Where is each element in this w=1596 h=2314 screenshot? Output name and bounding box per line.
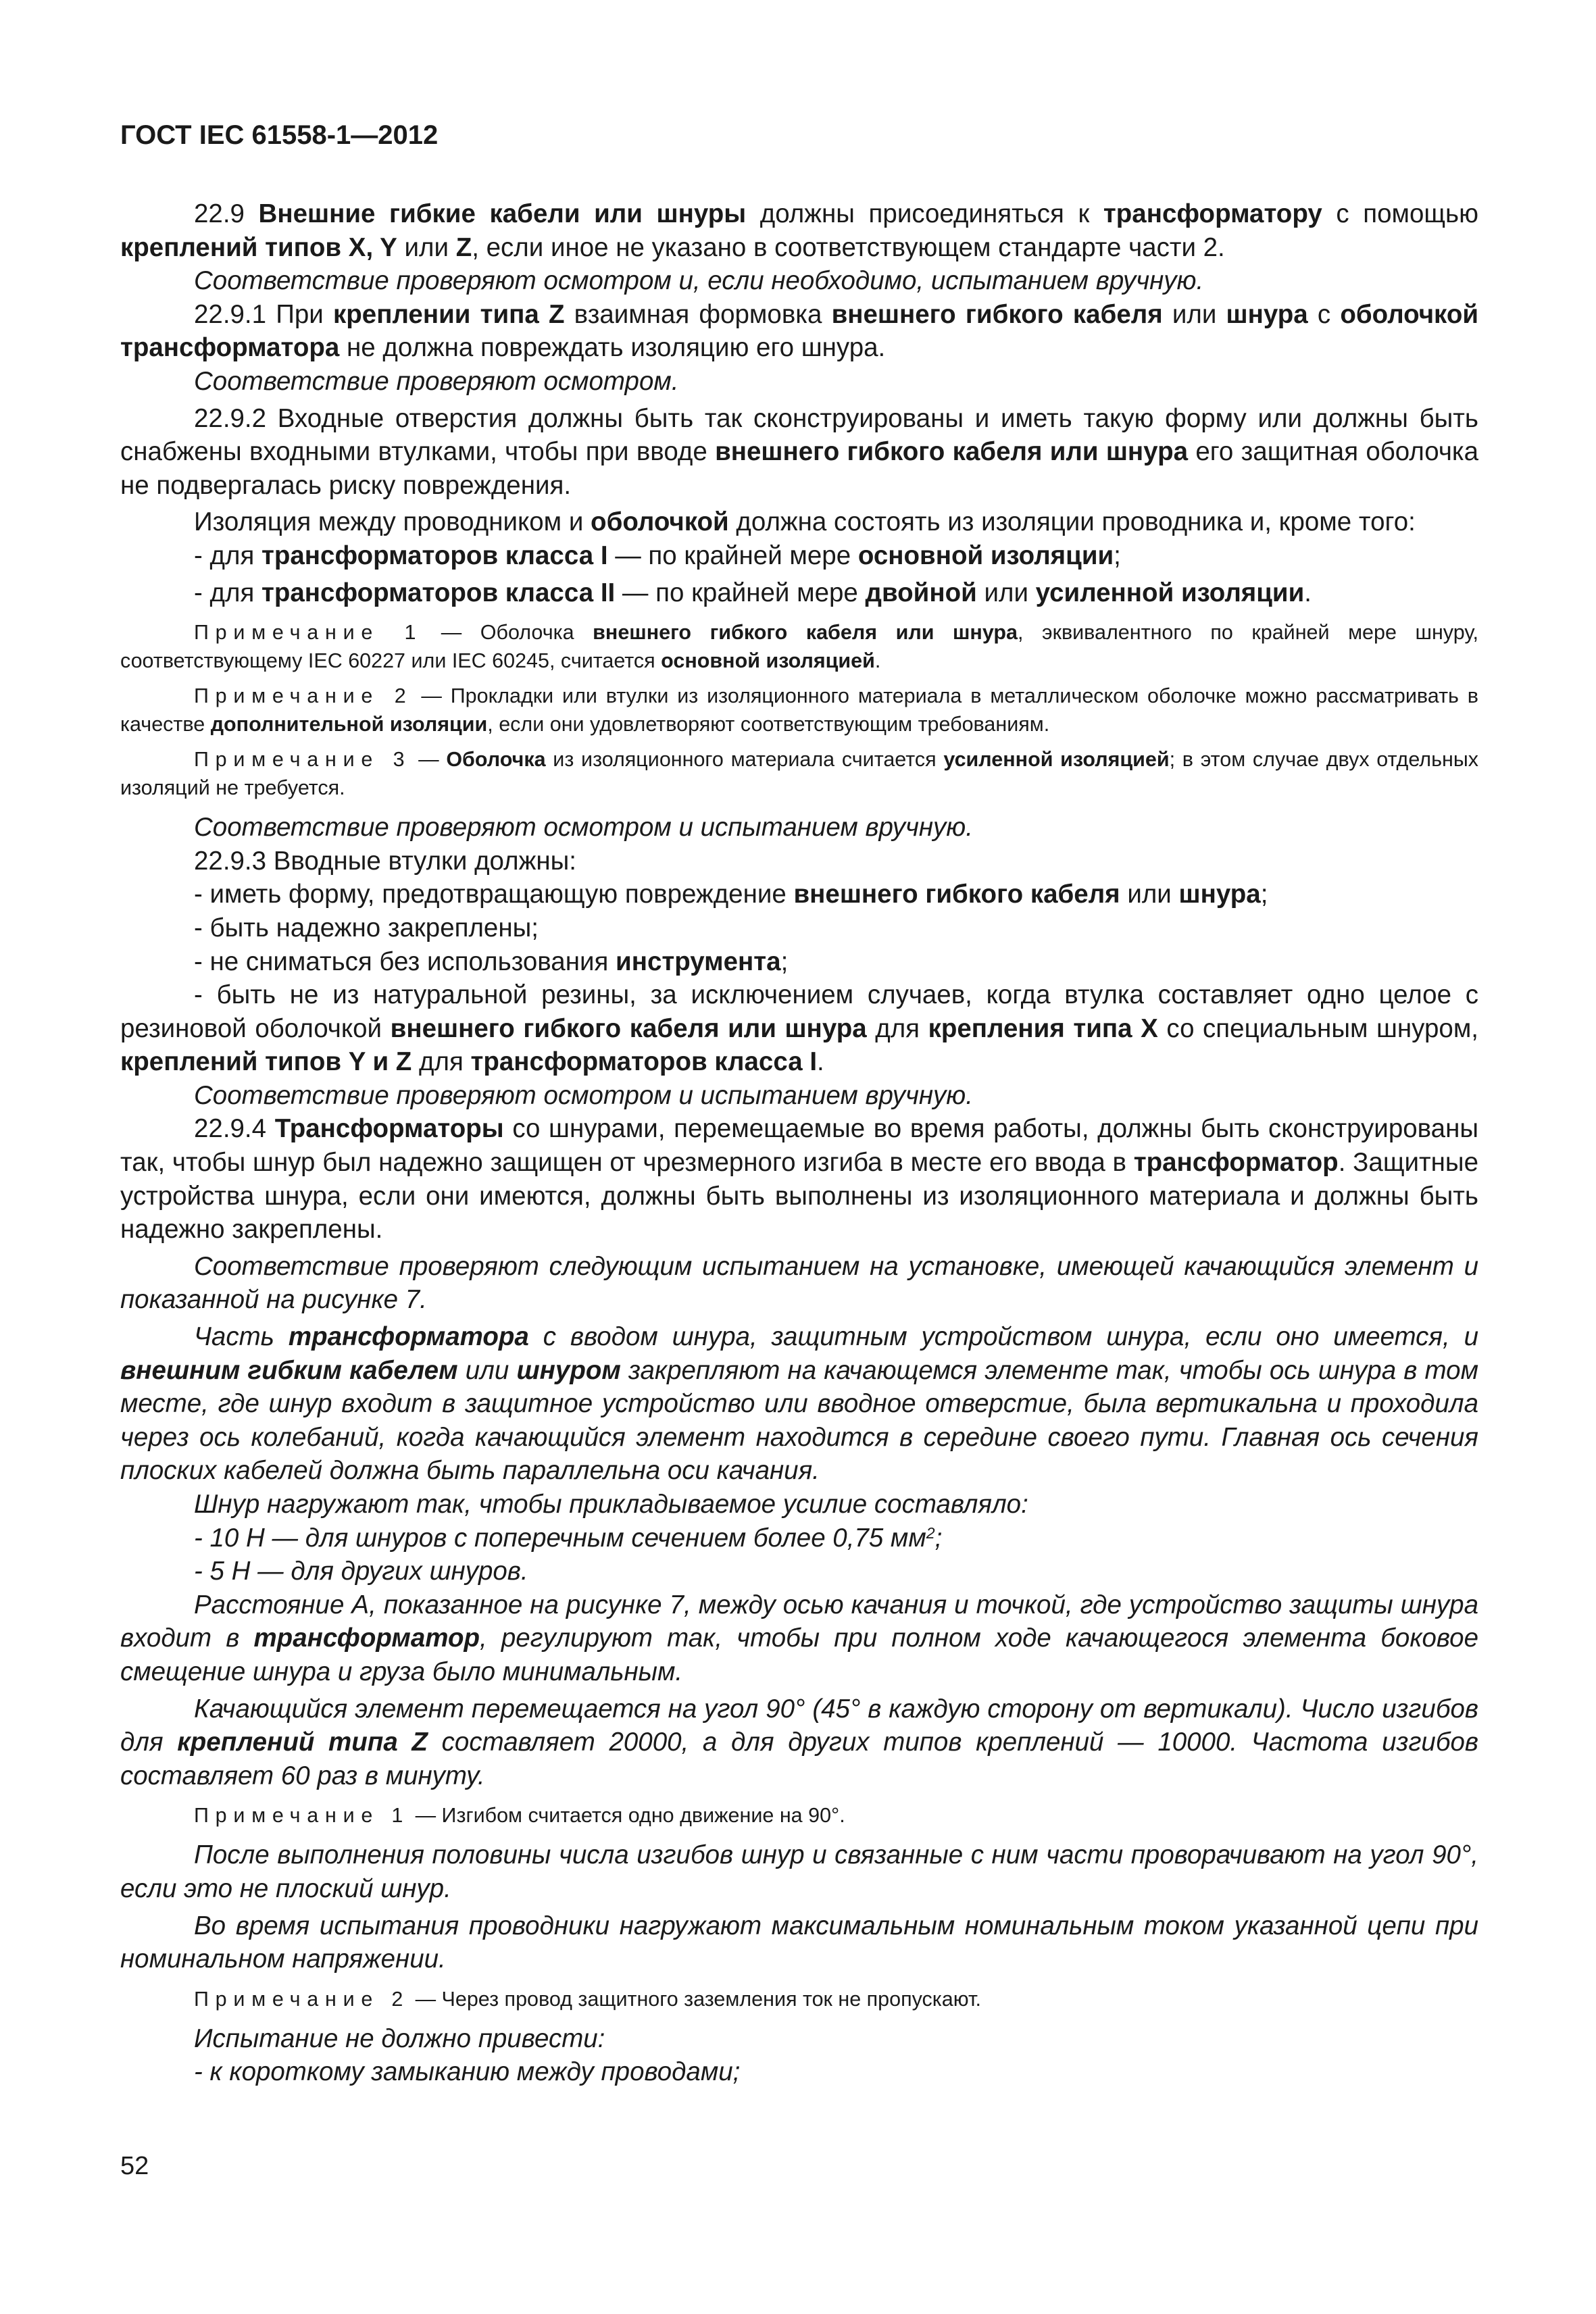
compliance-check-4: Соответствие проверяют осмотром и испытанием вручную. [194,1080,973,1110]
list-item: - иметь форму, предотвращающую повреждение внешнего гибкого кабеля или шнура; [194,880,1268,909]
clause-22-9-3: 22.9.3 Вводные втулки должны: [194,846,576,876]
load-paragraph: Шнур нагружают так, чтобы прикладываемое усилие составляло: [194,1490,1028,1519]
note-3: Примечание 3 — Оболочка из изоляционного материала считается усиленной изоляцией; в этом случае двух отдельных изоляций не требуется. [120,748,1478,800]
list-item: - для трансформаторов класса I — по крайней мере основной изоляции; [194,540,1121,570]
compliance-check-2: Соответствие проверяют осмотром. [194,366,679,396]
clause-22-9-1: 22.9.1 При креплении типа Z взаимная формовка внешнего гибкого кабеля или шнура с оболочкой трансформатора не должна повреждать изоляцию его шнура. [120,299,1479,363]
list-item: - 5 Н — для других шнуров. [194,1557,528,1586]
note-2: Примечание 2 — Прокладки или втулки из изоляционного материала в металлическом оболочке можно рассматривать в качестве дополнительной изоляции, если они удовлетворяют соответствующим требованиям. [120,684,1478,736]
distance-paragraph: Расстояние A, показанное на рисунке 7, между осью качания и точкой, где устройство защиты шнура входит в трансформатор, регулируют так, чтобы при полном ходе качающегося элемента боковое смещение шнура и груза было минимальным. [120,1590,1479,1686]
document-header: ГОСТ IEC 61558-1—2012 [120,120,439,150]
list-item: - к короткому замыканию между проводами; [194,2057,741,2087]
clause-22-9-4: 22.9.4 Трансформаторы со шнурами, перемещаемые во время работы, должны быть сконструированы так, чтобы шнур был надежно защищен от чрезмерного изгиба в месте его ввода в трансформатор. Защитные устройства шнура, если они имеются, должны быть выполнены из изоляционного материала и должны быть надежно закреплены. [120,1114,1479,1244]
list-item: - для трансформаторов класса II — по крайней мере двойной или усиленной изоляции. [194,578,1312,607]
swing-paragraph: Качающийся элемент перемещается на угол 90° (45° в каждую сторону от вертикали). Число изгибов для креплений типа Z составляет 20000, а для других типов креплений — 10000. Частота изгибов составляет 60 раз в минуту. [120,1694,1479,1790]
list-item: - быть надежно закреплены; [194,913,539,942]
note-1: Примечание 1 — Оболочка внешнего гибкого кабеля или шнура, эквивалентного по крайней мере шнуру, соответствующему IEC 60227 или IEC 60245, считается основной изоляцией. [120,621,1479,673]
list-item: - 10 Н — для шнуров с поперечным сечением более 0,75 $мм^2$; [194,1523,943,1553]
note-5: Примечание 2 — Через провод защитного заземления ток не пропускают. [194,1987,982,2011]
during-test-paragraph: Во время испытания проводники нагружают максимальным номинальным током указанной цепи при номинальном напряжении. [120,1911,1478,1974]
compliance-check-5: Соответствие проверяют следующим испытанием на установке, имеющей качающийся элемент и показанной на рисунке 7. [120,1251,1478,1315]
clause-22-9: 22.9 Внешние гибкие кабели или шнуры должны присоединяться к трансформатору с помощью креплений типов X, Y или Z, если иное не указано в соответствующем стандарте части 2. [120,199,1478,262]
rotation-paragraph: После выполнения половины числа изгибов шнур и связанные с ним части проворачивают на угол 90°, если это не плоский шнур. [120,1840,1478,1903]
list-item: - не сниматься без использования инструмента; [194,947,789,976]
compliance-check-3: Соответствие проверяют осмотром и испытанием вручную. [194,813,973,842]
page-content [120,197,1478,2089]
insulation-paragraph: Изоляция между проводником и оболочкой должна состоять из изоляции проводника и, кроме того: [194,507,1416,537]
list-item: - быть не из натуральной резины, за исключением случаев, когда втулка составляет одно целое с резиновой оболочкой внешнего гибкого кабеля или шнура для крепления типа X со специальным шнуром, креплений типов Y и Z для трансформаторов класса I. [120,980,1478,1077]
result-paragraph: Испытание не должно привести: [194,2023,605,2053]
compliance-check-1: Соответствие проверяют осмотром и, если необходимо, испытанием вручную. [194,266,1204,296]
test-setup-paragraph: Часть трансформатора с вводом шнура, защитным устройством шнура, если оно имеется, и внешним гибким кабелем или шнуром закрепляют на качающемся элементе так, чтобы ось шнура в том месте, где шнур входит в защитное устройство или вводное отверстие, была вертикальна и проходила через ось колебаний, когда качающийся элемент находится в середине своего пути. Главная ось сечения плоских кабелей должна быть параллельна оси качания. [120,1322,1478,1486]
clause-22-9-2: 22.9.2 Входные отверстия должны быть так сконструированы и иметь такую форму или должны быть снабжены входными втулками, чтобы при вводе внешнего гибкого кабеля или шнура его защитная оболочка не подвергалась риску повреждения. [120,403,1478,500]
page-number: 52 [120,2152,149,2180]
note-4: Примечание 1 — Изгибом считается одно движение на 90°. [194,1804,845,1828]
